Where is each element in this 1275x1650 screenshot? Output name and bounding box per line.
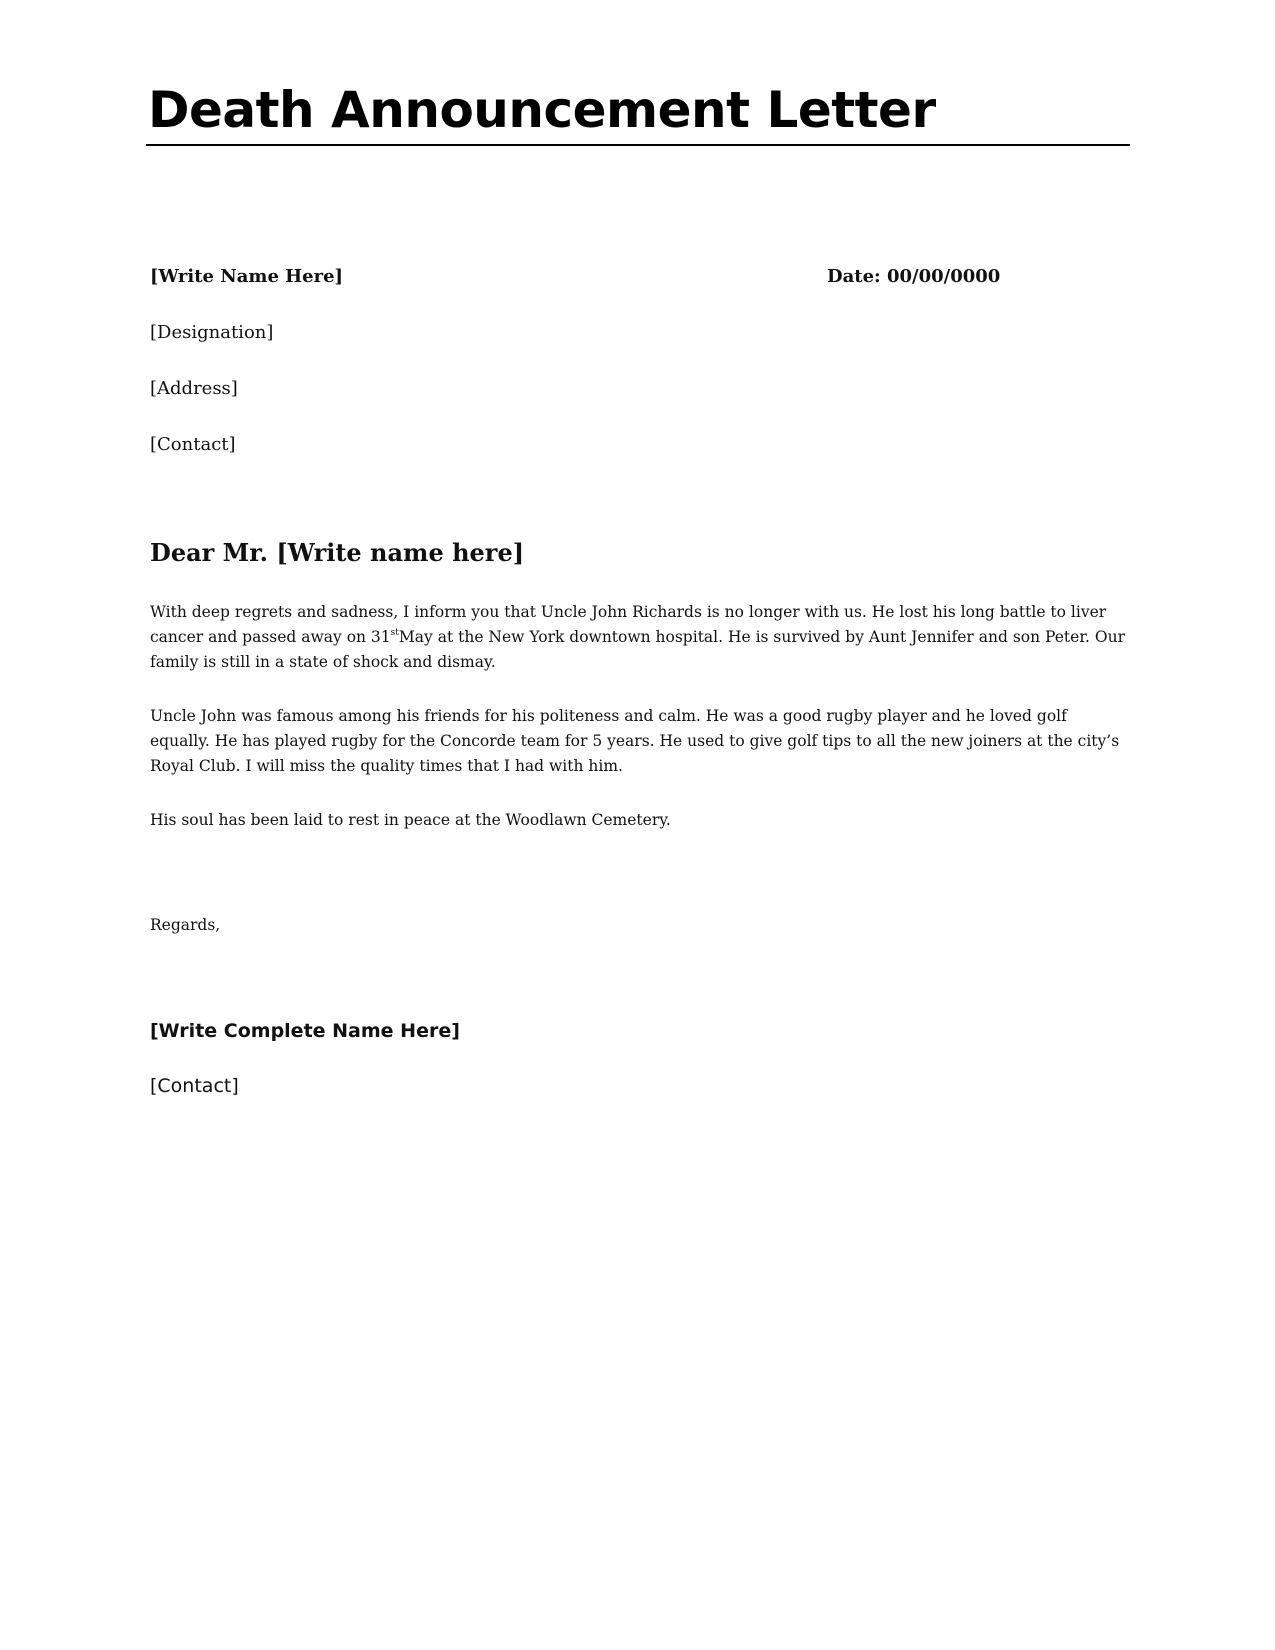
signature-contact: [Contact]: [150, 1075, 239, 1097]
body-paragraph-1: [150, 600, 1130, 675]
title-divider: [146, 144, 1130, 146]
salutation: Dear Mr. [Write name here]: [150, 538, 525, 567]
paragraph-1-text-start: With deep regrets and sadness, I inform you that Uncle John Richards is no longer with us. He lost his long battle to liver cancer and passed away on 31: [150, 603, 1107, 646]
body-paragraph-2: Uncle John was famous among his friends for his politeness and calm. He was a good rugby player and he loved golf equally. He has played rugby for the Concorde team for 5 years. He used to give golf tips to all the new joiners at the city’s Royal Club. I will miss the quality times that I had with him.: [150, 707, 1120, 775]
ordinal-suffix: st: [390, 628, 399, 638]
sender-contact: [Contact]: [150, 434, 236, 455]
sender-address: [Address]: [150, 378, 238, 399]
paragraph-1-text-end: May at the New York downtown hospital. He is survived by Aunt Jennifer and son Peter. Our family is still in a state of shock and dismay.: [150, 628, 1125, 671]
document-title: Death Announcement Letter: [148, 81, 936, 139]
letter-date: Date: 00/00/0000: [827, 266, 1001, 287]
closing: Regards,: [150, 916, 221, 934]
sender-name: [Write Name Here]: [150, 266, 344, 287]
body-paragraph-3: His soul has been laid to rest in peace at the Woodlawn Cemetery.: [150, 811, 671, 829]
signature-name: [Write Complete Name Here]: [150, 1020, 460, 1042]
sender-designation: [Designation]: [150, 322, 274, 343]
